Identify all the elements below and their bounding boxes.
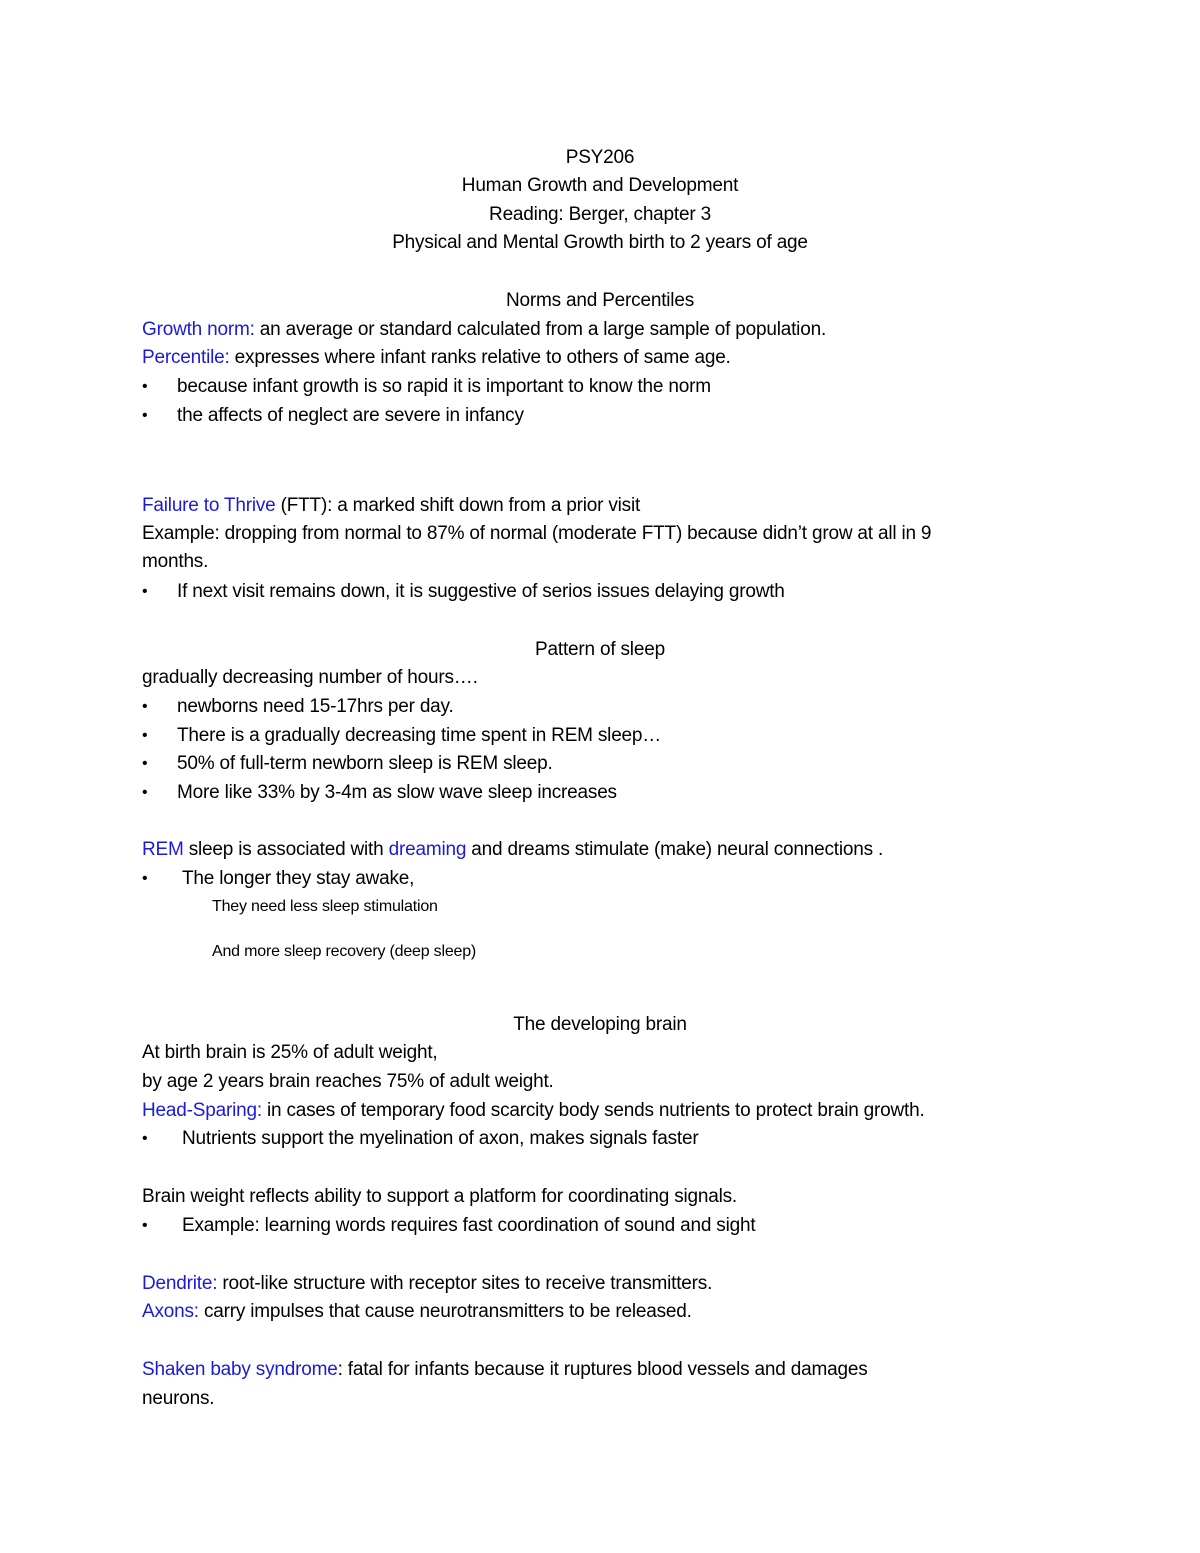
ftt-term: Failure to Thrive xyxy=(142,495,276,516)
course-title: Human Growth and Development xyxy=(461,175,739,196)
norms-bullet-2: the affects of neglect are severe in infancy xyxy=(177,405,524,426)
reading-line: Reading: Berger, chapter 3 xyxy=(489,204,711,225)
axons-text: carry impulses that cause neurotransmitters to be released. xyxy=(198,1301,692,1322)
percentile-definition xyxy=(142,346,731,370)
brain-line-2: by age 2 years brain reaches 75% of adult weight. xyxy=(142,1071,554,1092)
bullet-icon: • xyxy=(142,1130,148,1147)
rem-bullet: The longer they stay awake, xyxy=(182,868,415,889)
shaken-baby-definition xyxy=(142,1358,868,1382)
sleep-bullet-2: There is a gradually decreasing time spent in REM sleep… xyxy=(177,725,662,746)
norms-bullet-1: because infant growth is so rapid it is important to know the norm xyxy=(177,376,711,397)
section-heading-norms: Norms and Percentiles xyxy=(506,290,694,311)
axons-term: Axons: xyxy=(142,1301,199,1322)
topic-line: Physical and Mental Growth birth to 2 years of age xyxy=(392,232,808,253)
ftt-definition xyxy=(142,494,640,518)
percentile-text: expresses where infant ranks relative to others of same age. xyxy=(229,347,731,368)
section-heading-sleep: Pattern of sleep xyxy=(535,639,665,660)
ftt-example-line-2: months. xyxy=(142,551,209,572)
bullet-icon: • xyxy=(142,870,148,887)
brain-weight-line: Brain weight reflects ability to support a platform for coordinating signals. xyxy=(142,1186,738,1207)
bullet-icon: • xyxy=(142,1217,148,1234)
bullet-icon: • xyxy=(142,727,148,744)
bullet-icon: • xyxy=(142,698,148,715)
brain-bullet-2: Example: learning words requires fast coordination of sound and sight xyxy=(182,1215,756,1236)
dreaming-term: dreaming xyxy=(388,839,467,860)
sleep-intro: gradually decreasing number of hours…. xyxy=(142,667,478,688)
shaken-baby-text: : fatal for infants because it ruptures blood vessels and damages xyxy=(337,1359,868,1380)
sleep-bullet-3: 50% of full-term newborn sleep is REM sleep. xyxy=(177,753,553,774)
growth-norm-text: an average or standard calculated from a large sample of population. xyxy=(254,319,827,340)
rem-sub-line-2: And more sleep recovery (deep sleep) xyxy=(212,943,477,960)
growth-norm-term: Growth norm: xyxy=(142,319,255,340)
rem-term: REM xyxy=(142,839,184,860)
rem-text-2: and dreams stimulate (make) neural connections . xyxy=(466,839,884,860)
bullet-icon: • xyxy=(142,407,148,424)
brain-bullet-1: Nutrients support the myelination of axon, makes signals faster xyxy=(182,1128,699,1149)
bullet-icon: • xyxy=(142,784,148,801)
rem-sub-line-1: They need less sleep stimulation xyxy=(212,898,438,915)
growth-norm-definition xyxy=(142,318,826,342)
axons-definition xyxy=(142,1300,692,1324)
sleep-bullet-4: More like 33% by 3-4m as slow wave sleep increases xyxy=(177,782,617,803)
sleep-bullet-1: newborns need 15-17hrs per day. xyxy=(177,696,454,717)
rem-text-1: sleep is associated with xyxy=(183,839,389,860)
ftt-bullet: If next visit remains down, it is suggestive of serios issues delaying growth xyxy=(177,581,785,602)
percentile-term: Percentile: xyxy=(142,347,230,368)
dendrite-term: Dendrite: xyxy=(142,1273,218,1294)
dendrite-text: root-like structure with receptor sites to receive transmitters. xyxy=(217,1273,713,1294)
bullet-icon: • xyxy=(142,755,148,772)
ftt-example-line-1: Example: dropping from normal to 87% of normal (moderate FTT) because didn’t grow at all in 9 xyxy=(142,523,932,544)
brain-line-1: At birth brain is 25% of adult weight, xyxy=(142,1042,438,1063)
course-code: PSY206 xyxy=(565,147,635,168)
head-sparing-text: in cases of temporary food scarcity body sends nutrients to protect brain growth. xyxy=(261,1100,925,1121)
section-heading-brain: The developing brain xyxy=(513,1014,687,1035)
head-sparing-definition xyxy=(142,1099,925,1123)
dendrite-definition xyxy=(142,1272,712,1296)
bullet-icon: • xyxy=(142,583,148,600)
shaken-baby-term: Shaken baby syndrome xyxy=(142,1359,338,1380)
rem-statement xyxy=(142,838,883,862)
head-sparing-term: Head-Sparing: xyxy=(142,1100,262,1121)
shaken-baby-line-2: neurons. xyxy=(142,1388,215,1409)
ftt-text: (FTT): a marked shift down from a prior visit xyxy=(275,495,641,516)
bullet-icon: • xyxy=(142,378,148,395)
